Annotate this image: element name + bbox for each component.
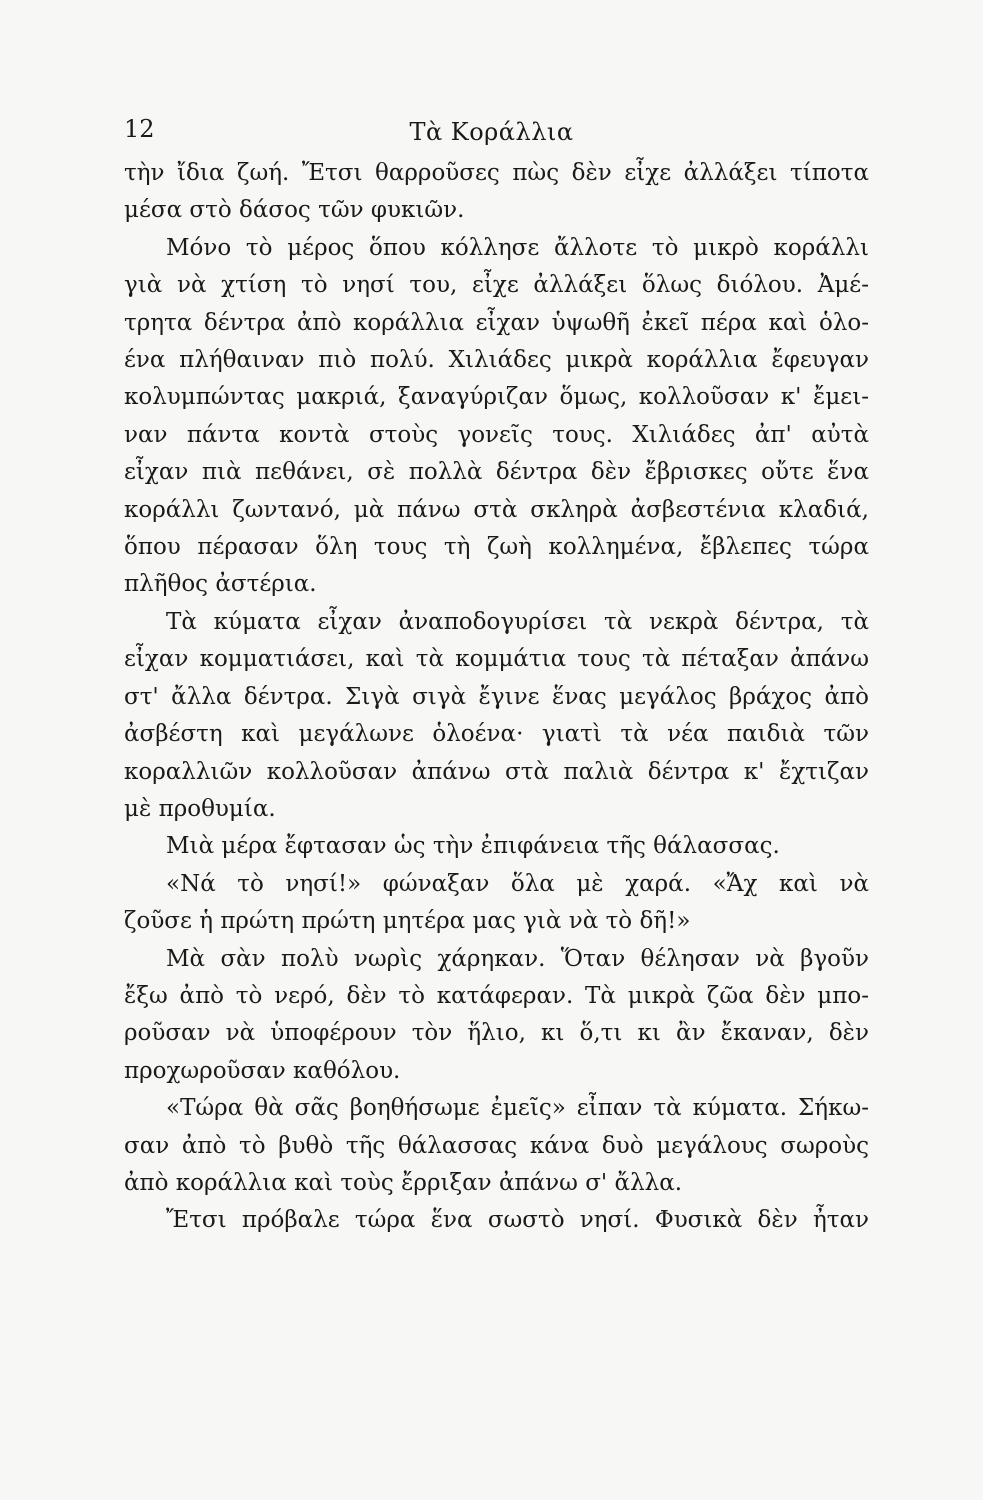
- text-line: κοραλλιῶν κολλοῦσαν ἀπάνω στὰ παλιὰ δέντρα κ' ἔχτιζαν: [124, 758, 869, 785]
- text-line: κολυμπώντας μακριά, ξαναγύριζαν ὅμως, κολλοῦσαν κ' ἔμει-: [124, 384, 869, 411]
- text-line: κοράλλι ζωντανό, μὰ πάνω στὰ σκληρὰ ἀσβεστένια κλαδιά,: [124, 496, 869, 523]
- body-text: [124, 155, 869, 1240]
- text-line: ἀπὸ κοράλλια καὶ τοὺς ἔρριξαν ἀπάνω σ' ἄλλα.: [124, 1169, 683, 1196]
- text-line: μέσα στὸ δάσος τῶν φυκιῶν.: [124, 197, 465, 224]
- text-line: ένα πλήθαιναν πιὸ πολύ. Χιλιάδες μικρὰ κοράλλια ἔφευγαν: [124, 347, 869, 374]
- text-line: «Νά τὸ νησί!» φώναξαν ὅλα μὲ χαρά. «Ἄχ καὶ νὰ: [166, 870, 869, 897]
- text-line: Μιὰ μέρα ἔφτασαν ὡς τὴν ἐπιφάνεια τῆς θάλασσας.: [166, 833, 780, 860]
- text-line: στ' ἄλλα δέντρα. Σιγὰ σιγὰ ἔγινε ἕνας μεγάλος βράχος ἀπὸ: [124, 683, 869, 710]
- text-line: ζοῦσε ἡ πρώτη πρώτη μητέρα μας γιὰ νὰ τὸ δῆ!»: [124, 908, 691, 935]
- text-line: τρητα δέντρα ἀπὸ κοράλλια εἶχαν ὑψωθῆ ἐκεῖ πέρα καὶ ὁλο-: [124, 309, 869, 336]
- text-line: εἶχαν κομματιάσει, καὶ τὰ κομμάτια τους τὰ πέταξαν ἀπάνω: [124, 646, 869, 673]
- text-line: εἶχαν πιὰ πεθάνει, σὲ πολλὰ δέντρα δὲν ἔβρισκες οὔτε ἕνα: [124, 459, 869, 486]
- text-line: Μὰ σὰν πολὺ νωρὶς χάρηκαν. Ὅταν θέλησαν νὰ βγοῦν: [166, 945, 869, 972]
- text-line: Μόνο τὸ μέρος ὅπου κόλλησε ἄλλοτε τὸ μικρὸ κοράλλι: [166, 234, 869, 261]
- text-line: πλῆθος ἀστέρια.: [124, 571, 317, 598]
- text-line: προχωροῦσαν καθόλου.: [124, 1057, 401, 1084]
- text-line: «Τώρα θὰ σᾶς βοηθήσωμε ἐμεῖς» εἶπαν τὰ κύματα. Σήκω-: [166, 1095, 869, 1122]
- text-line: σαν ἀπὸ τὸ βυθὸ τῆς θάλασσας κάνα δυὸ μεγάλους σωροὺς: [124, 1132, 869, 1159]
- text-line: ἀσβέστη καὶ μεγάλωνε ὁλοένα· γιατὶ τὰ νέα παιδιὰ τῶν: [124, 721, 869, 748]
- text-line: ἔξω ἀπὸ τὸ νερό, δὲν τὸ κατάφεραν. Τὰ μικρὰ ζῶα δὲν μπο-: [124, 982, 869, 1009]
- text-line: τὴν ἴδια ζωή. Ἔτσι θαρροῦσες πὼς δὲν εἶχε ἀλλάξει τίποτα: [124, 160, 869, 186]
- text-line: γιὰ νὰ χτίση τὸ νησί του, εἶχε ἀλλάξει ὅλως διόλου. Ἀμέ-: [124, 272, 869, 299]
- running-title: Τὰ Κοράλλια: [409, 118, 574, 146]
- page-number: 12: [124, 115, 155, 143]
- text-line: Ἔτσι πρόβαλε τώρα ἕνα σωστὸ νησί. Φυσικὰ δὲν ἦταν: [166, 1207, 869, 1234]
- text-line: ὅπου πέρασαν ὅλη τους τὴ ζωὴ κολλημένα, ἔβλεπες τώρα: [124, 534, 869, 561]
- text-line: μὲ προθυμία.: [124, 795, 276, 822]
- text-line: ροῦσαν νὰ ὑποφέρουν τὸν ἥλιο, κι ὅ,τι κι ἂν ἔκαναν, δὲν: [124, 1020, 869, 1047]
- text-line: ναν πάντα κοντὰ στοὺς γονεῖς τους. Χιλιάδες ἀπ' αὐτὰ: [124, 421, 869, 448]
- text-line: Τὰ κύματα εἶχαν ἀναποδογυρίσει τὰ νεκρὰ δέντρα, τὰ: [166, 608, 869, 635]
